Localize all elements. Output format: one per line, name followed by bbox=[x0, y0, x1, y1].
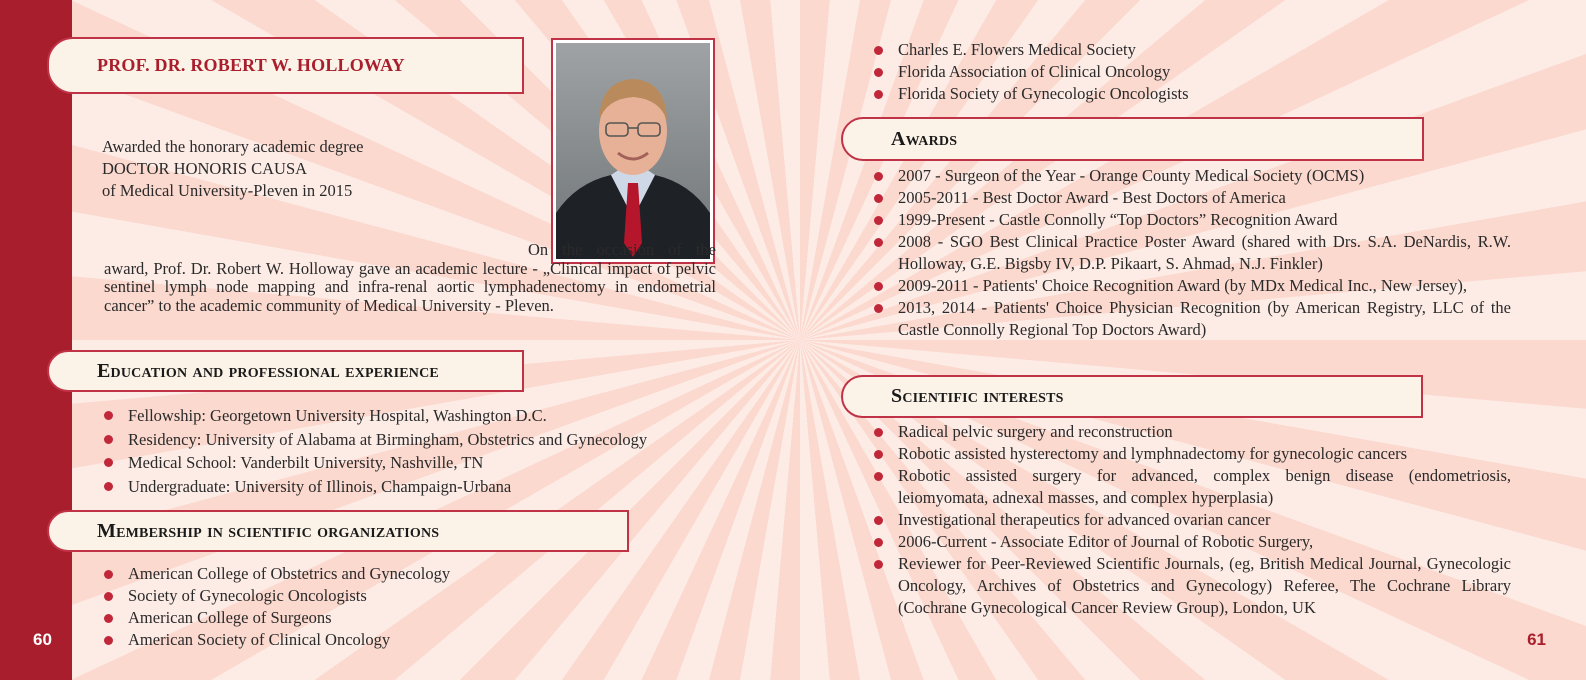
list-item: Undergraduate: University of Illinois, Champaign-Urbana bbox=[102, 475, 742, 499]
portrait-image bbox=[556, 43, 710, 259]
honorary-degree-text bbox=[102, 136, 522, 202]
list-item: Fellowship: Georgetown University Hospital, Washington D.C. bbox=[102, 404, 742, 428]
list-item: Florida Society of Gynecologic Oncologists bbox=[872, 83, 1512, 105]
list-item: Residency: University of Alabama at Birmingham, Obstetrics and Gynecology bbox=[102, 428, 742, 452]
awards-title: Awards bbox=[891, 127, 958, 150]
list-item: Society of Gynecologic Oncologists bbox=[102, 585, 742, 607]
list-item: American College of Surgeons bbox=[102, 607, 742, 629]
membership-banner bbox=[47, 510, 629, 552]
awards-banner bbox=[841, 117, 1424, 161]
list-item: Reviewer for Peer-Reviewed Scientific Journals, (eg, British Medical Journal, Gynecologic Oncology, Archives of Obstetrics and Gynecology) Referee, The Cochrane Library (Cochrane Gynecological Cancer Review Group), London, UK bbox=[872, 553, 1511, 619]
list-item: 2009-2011 - Patients' Choice Recognition Award (by MDx Medical Inc., New Jersey), bbox=[872, 275, 1511, 297]
awards-list bbox=[872, 165, 1511, 341]
portrait-photo bbox=[551, 38, 715, 264]
page-number-left: 60 bbox=[33, 630, 52, 649]
list-item: 2013, 2014 - Patients' Choice Physician Recognition (by American Registry, LLC of the Castle Connolly Regional Top Doctors Award) bbox=[872, 297, 1511, 341]
list-item: Medical School: Vanderbilt University, Nashville, TN bbox=[102, 451, 742, 475]
lecture-paragraph bbox=[104, 241, 716, 315]
left-sidebar-stripe bbox=[0, 0, 72, 680]
list-item: Robotic assisted surgery for advanced, complex benign disease (endometriosis, leiomyomata, adnexal masses, and complex hyperplasia) bbox=[872, 465, 1511, 509]
list-item: 2006-Current - Associate Editor of Journal of Robotic Surgery, bbox=[872, 531, 1511, 553]
list-item: Radical pelvic surgery and reconstruction bbox=[872, 421, 1511, 443]
page-number-right: 61 bbox=[1527, 630, 1546, 649]
scientific-list bbox=[872, 421, 1511, 619]
award-line: DOCTOR HONORIS CAUSA bbox=[102, 159, 308, 178]
list-item: Florida Association of Clinical Oncology bbox=[872, 61, 1512, 83]
list-item: Investigational therapeutics for advanced ovarian cancer bbox=[872, 509, 1511, 531]
list-item: Robotic assisted hysterectomy and lymphnadectomy for gynecologic cancers bbox=[872, 443, 1511, 465]
list-item: 2008 - SGO Best Clinical Practice Poster Award (shared with Drs. S.A. DeNardis, R.W. Holloway, G.E. Bigsby IV, D.P. Pikaart, S. Ahmad, N.J. Finkler) bbox=[872, 231, 1511, 275]
education-title: Education and professional experience bbox=[97, 359, 439, 382]
scientific-banner bbox=[841, 375, 1423, 418]
scientific-title: Scientific interests bbox=[891, 385, 1064, 407]
award-line: Awarded the honorary academic degree bbox=[102, 137, 364, 156]
professor-name: PROF. DR. ROBERT W. HOLLOWAY bbox=[97, 55, 405, 75]
list-item: Charles E. Flowers Medical Society bbox=[872, 39, 1512, 61]
list-item: 2007 - Surgeon of the Year - Orange County Medical Society (OCMS) bbox=[872, 165, 1511, 187]
list-item: 1999-Present - Castle Connolly “Top Doctors” Recognition Award bbox=[872, 209, 1511, 231]
membership-list-continued bbox=[872, 39, 1512, 105]
membership-title: Membership in scientific organizations bbox=[97, 519, 440, 542]
name-banner bbox=[47, 37, 524, 94]
list-item: 2005-2011 - Best Doctor Award - Best Doctors of America bbox=[872, 187, 1511, 209]
membership-list bbox=[102, 563, 742, 651]
list-item: American College of Obstetrics and Gynecology bbox=[102, 563, 742, 585]
education-list bbox=[102, 404, 742, 498]
education-banner bbox=[47, 350, 524, 392]
lecture-text: On the occasion of the award, Prof. Dr. Robert W. Holloway gave an academic lecture - „Clinical impact of pelvic sentinel lymph node mapping and infra-renal aortic lymphadenectomy in endometrial cancer” to the academic community of Medical University - Pleven. bbox=[104, 240, 716, 315]
list-item: American Society of Clinical Oncology bbox=[102, 629, 742, 651]
award-line: of Medical University-Pleven in 2015 bbox=[102, 181, 353, 200]
